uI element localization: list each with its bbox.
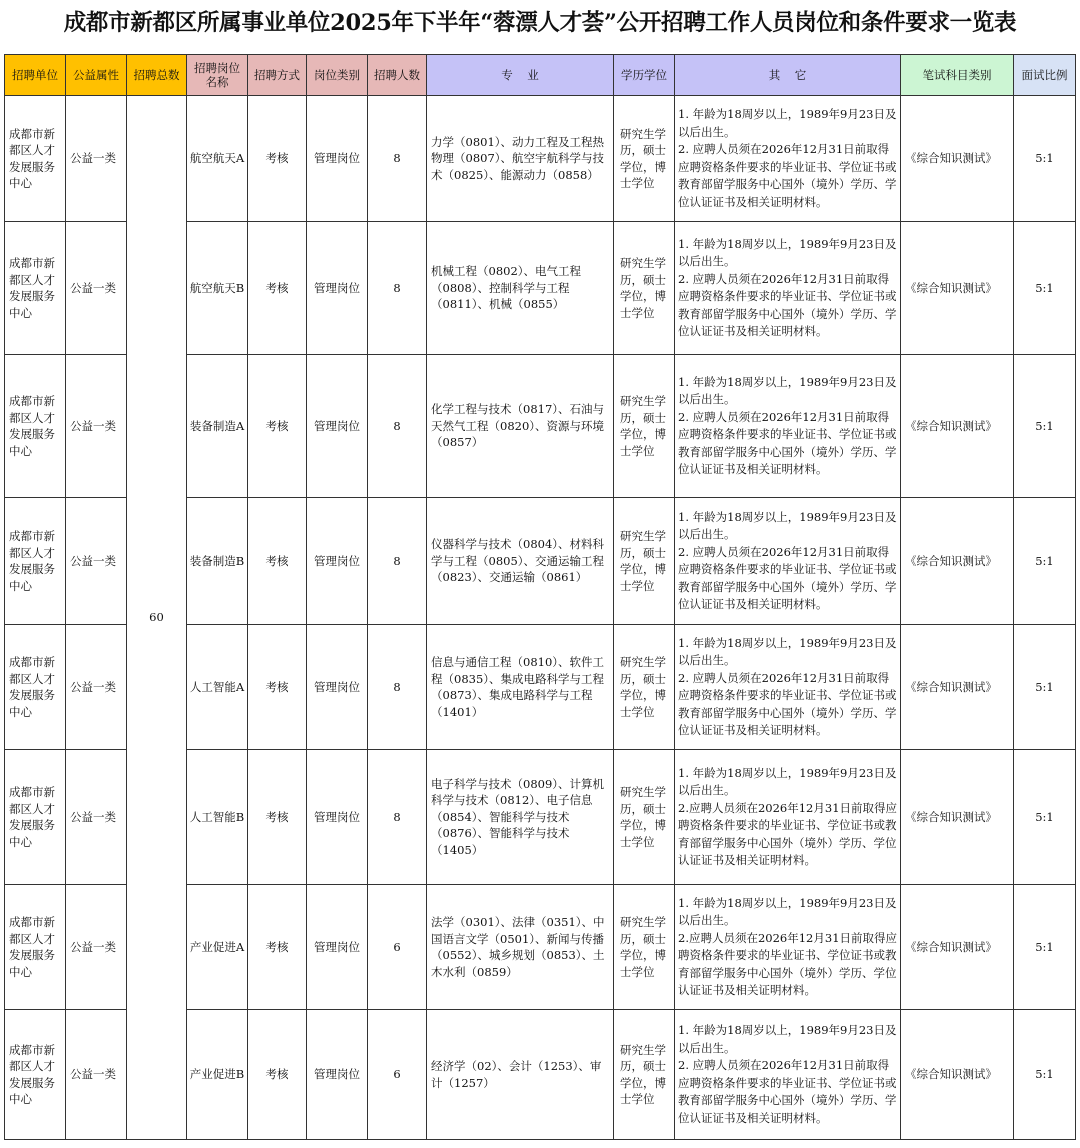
cell-unit: 成都市新都区人才发展服务中心 [5,355,66,498]
cell-ratio: 5:1 [1014,625,1076,750]
cell-post-name: 人工智能B [187,750,248,885]
cell-method: 考核 [248,96,307,222]
other-certificate-requirement: 2. 应聘人员须在2026年12月31日前取得应聘资格条件要求的毕业证书、学位证书或教育部留学服务中心国外（境外）学历、学位认证证书及相关证明材料。 [678,670,897,737]
cell-unit: 成都市新都区人才发展服务中心 [5,222,66,355]
cell-post-name: 产业促进A [187,885,248,1010]
cell-post-type: 管理岗位 [307,355,368,498]
cell-post-name: 航空航天B [187,222,248,355]
cell-nature: 公益一类 [66,498,127,625]
cell-education: 研究生学历，硕士学位，博士学位 [614,96,675,222]
header-total: 招聘总数 [127,55,187,96]
cell-other [675,96,901,222]
cell-major: 经济学（02）、会计（1253）、审计（1257） [427,1010,614,1140]
table-row [5,96,1076,222]
cell-method: 考核 [248,1010,307,1140]
cell-post-type: 管理岗位 [307,222,368,355]
other-age-requirement: 1. 年龄为18周岁以上，1989年9月23日及以后出生。 [678,374,897,406]
cell-post-name: 航空航天A [187,96,248,222]
cell-unit: 成都市新都区人才发展服务中心 [5,96,66,222]
header-count: 招聘人数 [368,55,427,96]
cell-method: 考核 [248,355,307,498]
other-age-requirement: 1. 年龄为18周岁以上，1989年9月23日及以后出生。 [678,635,897,667]
cell-other [675,750,901,885]
cell-education: 研究生学历，硕士学位，博士学位 [614,355,675,498]
other-age-requirement: 1. 年龄为18周岁以上，1989年9月23日及以后出生。 [678,509,897,541]
cell-education: 研究生学历，硕士学位，博士学位 [614,498,675,625]
cell-nature: 公益一类 [66,750,127,885]
cell-method: 考核 [248,750,307,885]
cell-nature: 公益一类 [66,885,127,1010]
cell-exam: 《综合知识测试》 [901,750,1014,885]
cell-ratio: 5:1 [1014,1010,1076,1140]
cell-other [675,1010,901,1140]
header-exam: 笔试科目类别 [901,55,1014,96]
cell-post-type: 管理岗位 [307,750,368,885]
cell-post-type: 管理岗位 [307,96,368,222]
cell-exam: 《综合知识测试》 [901,355,1014,498]
cell-exam: 《综合知识测试》 [901,1010,1014,1140]
header-major: 专 业 [427,55,614,96]
cell-nature: 公益一类 [66,222,127,355]
cell-post-name: 装备制造B [187,498,248,625]
other-certificate-requirement: 2. 应聘人员须在2026年12月31日前取得应聘资格条件要求的毕业证书、学位证书或教育部留学服务中心国外（境外）学历、学位认证证书及相关证明材料。 [678,1058,897,1125]
cell-exam: 《综合知识测试》 [901,96,1014,222]
cell-major: 信息与通信工程（0810）、软件工程（0835）、集成电路科学与工程（0873）、集成电路科学与工程（1401） [427,625,614,750]
cell-count: 8 [368,96,427,222]
header-post-type: 岗位类别 [307,55,368,96]
cell-count: 6 [368,885,427,1010]
cell-major: 机械工程（0802）、电气工程（0808）、控制科学与工程（0811）、机械（0855） [427,222,614,355]
header-ratio: 面试比例 [1014,55,1076,96]
header-method: 招聘方式 [248,55,307,96]
cell-exam: 《综合知识测试》 [901,498,1014,625]
cell-ratio: 5:1 [1014,222,1076,355]
other-certificate-requirement: 2.应聘人员须在2026年12月31日前取得应聘资格条件要求的毕业证书、学位证书或教育部留学服务中心国外（境外）学历、学位认证证书及相关证明材料。 [678,930,898,997]
cell-method: 考核 [248,222,307,355]
cell-other [675,625,901,750]
cell-major: 仪器科学与技术（0804）、材料科学与工程（0805）、交通运输工程（0823）、交通运输（0861） [427,498,614,625]
cell-unit: 成都市新都区人才发展服务中心 [5,498,66,625]
cell-post-type: 管理岗位 [307,498,368,625]
cell-major: 法学（0301）、法律（0351）、中国语言文学（0501）、新闻与传播（0552）、城乡规划（0853）、土木水利（0859） [427,885,614,1010]
cell-count: 8 [368,750,427,885]
cell-count: 8 [368,355,427,498]
cell-nature: 公益一类 [66,96,127,222]
cell-education: 研究生学历，硕士学位，博士学位 [614,1010,675,1140]
other-certificate-requirement: 2. 应聘人员须在2026年12月31日前取得应聘资格条件要求的毕业证书、学位证书或教育部留学服务中心国外（境外）学历、学位认证证书及相关证明材料。 [678,142,897,209]
cell-nature: 公益一类 [66,1010,127,1140]
cell-post-type: 管理岗位 [307,1010,368,1140]
cell-other [675,885,901,1010]
other-certificate-requirement: 2. 应聘人员须在2026年12月31日前取得应聘资格条件要求的毕业证书、学位证书或教育部留学服务中心国外（境外）学历、学位认证证书及相关证明材料。 [678,544,897,611]
other-age-requirement: 1. 年龄为18周岁以上，1989年9月23日及以后出生。 [678,236,897,268]
cell-other [675,355,901,498]
cell-other [675,498,901,625]
cell-post-type: 管理岗位 [307,625,368,750]
cell-nature: 公益一类 [66,625,127,750]
header-post-name: 招聘岗位名称 [187,55,248,96]
cell-education: 研究生学历，硕士学位，博士学位 [614,222,675,355]
cell-method: 考核 [248,498,307,625]
cell-ratio: 5:1 [1014,885,1076,1010]
cell-unit: 成都市新都区人才发展服务中心 [5,625,66,750]
cell-post-name: 产业促进B [187,1010,248,1140]
cell-education: 研究生学历，硕士学位，博士学位 [614,885,675,1010]
cell-count: 6 [368,1010,427,1140]
cell-education: 研究生学历，硕士学位，博士学位 [614,625,675,750]
cell-ratio: 5:1 [1014,355,1076,498]
cell-exam: 《综合知识测试》 [901,625,1014,750]
cell-post-name: 装备制造A [187,355,248,498]
other-certificate-requirement: 2. 应聘人员须在2026年12月31日前取得应聘资格条件要求的毕业证书、学位证书或教育部留学服务中心国外（境外）学历、学位认证证书及相关证明材料。 [678,409,897,476]
cell-major: 电子科学与技术（0809）、计算机科学与技术（0812）、电子信息（0854）、智能科学与技术（0876）、智能科学与技术（1405） [427,750,614,885]
cell-count: 8 [368,498,427,625]
cell-ratio: 5:1 [1014,96,1076,222]
cell-exam: 《综合知识测试》 [901,885,1014,1010]
page-title: 成都市新都区所属事业单位2025年下半年“蓉漂人才荟”公开招聘工作人员岗位和条件要求一览表 [63,10,1017,36]
cell-nature: 公益一类 [66,355,127,498]
header-education: 学历学位 [614,55,675,96]
cell-method: 考核 [248,885,307,1010]
cell-other [675,222,901,355]
other-age-requirement: 1. 年龄为18周岁以上，1989年9月23日及以后出生。 [678,107,897,139]
cell-unit: 成都市新都区人才发展服务中心 [5,885,66,1010]
header-other: 其 它 [675,55,901,96]
positions-table [4,54,1076,1140]
other-age-requirement: 1. 年龄为18周岁以上，1989年9月23日及以后出生。 [678,1023,897,1055]
cell-major: 力学（0801）、动力工程及工程热物理（0807）、航空宇航科学与技术（0825）、能源动力（0858） [427,96,614,222]
cell-ratio: 5:1 [1014,498,1076,625]
header-row [5,55,1076,96]
header-nature: 公益属性 [66,55,127,96]
cell-unit: 成都市新都区人才发展服务中心 [5,1010,66,1140]
cell-post-type: 管理岗位 [307,885,368,1010]
cell-ratio: 5:1 [1014,750,1076,885]
cell-total: 60 [127,96,187,1140]
cell-count: 8 [368,625,427,750]
cell-unit: 成都市新都区人才发展服务中心 [5,750,66,885]
other-age-requirement: 1. 年龄为18周岁以上，1989年9月23日及以后出生。 [678,895,897,927]
cell-education: 研究生学历，硕士学位，博士学位 [614,750,675,885]
other-certificate-requirement: 2.应聘人员须在2026年12月31日前取得应聘资格条件要求的毕业证书、学位证书或教育部留学服务中心国外（境外）学历、学位认证证书及相关证明材料。 [678,800,898,867]
cell-major: 化学工程与技术（0817）、石油与天然气工程（0820）、资源与环境（0857） [427,355,614,498]
header-unit: 招聘单位 [5,55,66,96]
other-age-requirement: 1. 年龄为18周岁以上，1989年9月23日及以后出生。 [678,765,897,797]
other-certificate-requirement: 2. 应聘人员须在2026年12月31日前取得应聘资格条件要求的毕业证书、学位证书或教育部留学服务中心国外（境外）学历、学位认证证书及相关证明材料。 [678,271,897,338]
cell-method: 考核 [248,625,307,750]
cell-count: 8 [368,222,427,355]
cell-exam: 《综合知识测试》 [901,222,1014,355]
cell-post-name: 人工智能A [187,625,248,750]
